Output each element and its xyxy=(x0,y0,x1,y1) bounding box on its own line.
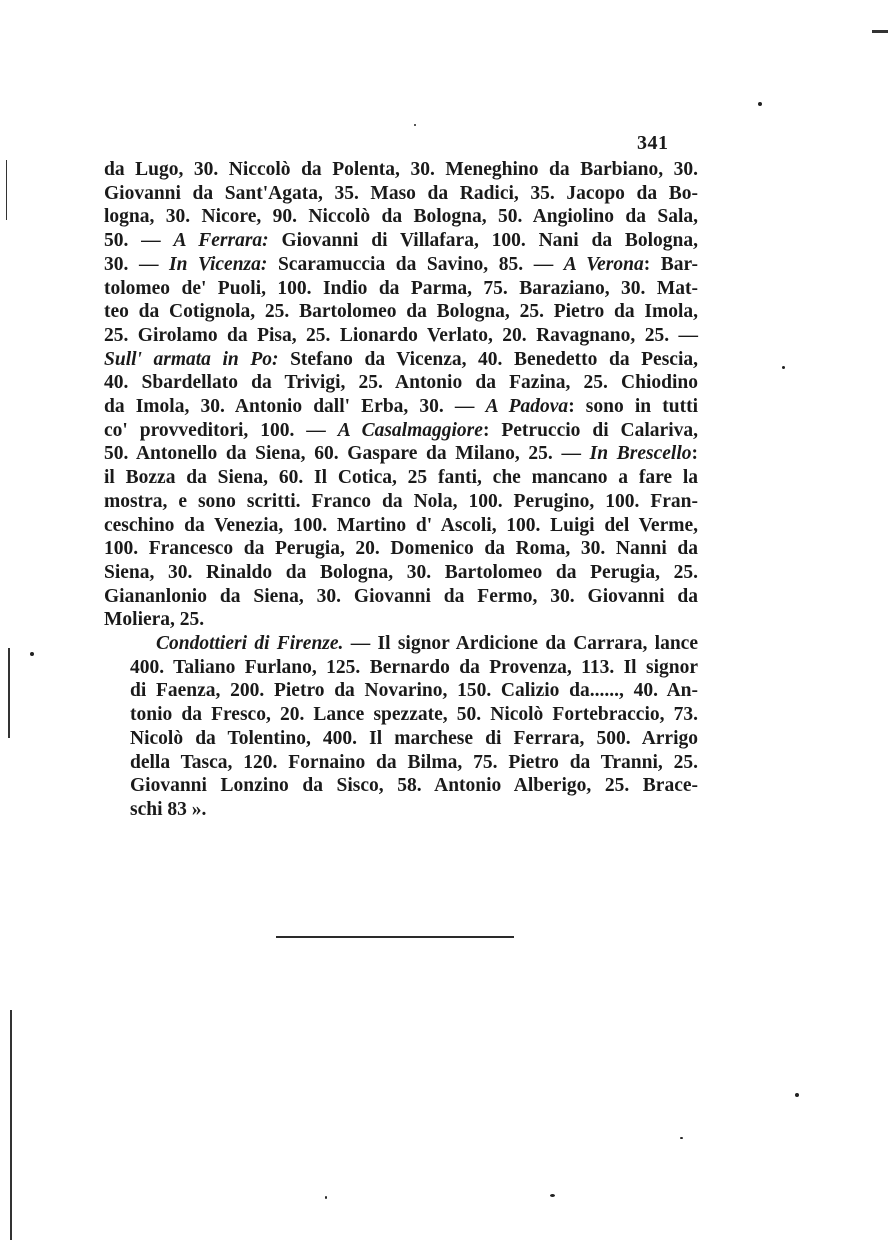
text-run: tonio da Fresco, 20. Lance spezzate, 50. Nicolò Fortebraccio, 73. xyxy=(130,704,698,726)
text-line xyxy=(104,679,698,703)
text-line xyxy=(104,751,698,775)
text-run: Giovanni da Sant'Agata, 35. Maso da Radici, 35. Jacopo da Bo- xyxy=(104,182,698,204)
scan-speck xyxy=(325,1196,327,1199)
text-line xyxy=(104,182,698,206)
text-line xyxy=(104,371,698,395)
text-line xyxy=(104,253,698,277)
text-run: Scaramuccia da Savino, 85. — xyxy=(267,253,564,275)
text-run: da Lugo, 30. Niccolò da Polenta, 30. Meneghino da Barbiano, 30. xyxy=(104,159,698,180)
text-run: 50. — xyxy=(104,230,174,252)
italic-heading: Sull' armata in Po: xyxy=(104,348,279,370)
text-run: teo da Cotignola, 25. Bartolomeo da Bologna, 25. Pietro da Imola, xyxy=(104,301,698,323)
text-line xyxy=(104,632,698,656)
text-run: di Faenza, 200. Pietro da Novarino, 150. Calizio da......, 40. An- xyxy=(130,680,698,702)
text-run: : sono in tutti xyxy=(568,396,698,418)
text-run: 50. Antonello da Siena, 60. Gaspare da Milano, 25. — xyxy=(104,443,590,465)
scan-speck xyxy=(414,124,416,126)
scan-edge-mark xyxy=(872,30,888,33)
text-run: ceschino da Venezia, 100. Martino d' Ascoli, 100. Luigi del Verme, xyxy=(104,514,698,536)
text-line xyxy=(104,324,698,348)
text-run: Nicolò da Tolentino, 400. Il marchese di Ferrara, 500. Arrigo xyxy=(130,727,698,749)
paragraph xyxy=(104,158,698,632)
text-line xyxy=(104,466,698,490)
text-line xyxy=(104,585,698,609)
text-run: — Il signor Ardicione da Carrara, lance xyxy=(343,633,698,655)
scan-edge-mark xyxy=(10,1010,12,1240)
text-run: : Bar- xyxy=(643,253,698,275)
scan-speck xyxy=(758,102,762,106)
text-run: Giovanni di Villafara, 100. Nani da Bologna, xyxy=(268,230,699,252)
text-run: 100. Francesco da Perugia, 20. Domenico da Roma, 30. Nanni da xyxy=(104,538,698,560)
text-line xyxy=(104,490,698,514)
scan-speck xyxy=(30,652,34,656)
text-line xyxy=(104,608,698,632)
text-line xyxy=(104,395,698,419)
text-run: 25. Girolamo da Pisa, 25. Lionardo Verlato, 20. Ravagnano, 25. — xyxy=(104,324,698,346)
text-run: mostra, e sono scritti. Franco da Nola, 100. Perugino, 100. Fran- xyxy=(104,490,698,512)
italic-heading: A Ferrara: xyxy=(173,230,269,252)
text-run: il Bozza da Siena, 60. Il Cotica, 25 fanti, che mancano a fare la xyxy=(104,467,698,489)
italic-heading: In Vicenza: xyxy=(169,253,268,275)
scan-speck xyxy=(680,1137,683,1139)
text-run: logna, 30. Nicore, 90. Niccolò da Bologna, 50. Angiolino da Sala, xyxy=(104,206,698,228)
italic-heading: Condottieri di Firenze. xyxy=(156,633,344,655)
text-line xyxy=(104,158,698,182)
text-line xyxy=(104,348,698,372)
text-line xyxy=(104,419,698,443)
text-run: Stefano da Vicenza, 40. Benedetto da Pescia, xyxy=(278,348,698,370)
paragraph xyxy=(104,632,698,822)
text-run: Siena, 30. Rinaldo da Bologna, 30. Bartolomeo da Perugia, 25. xyxy=(104,561,698,583)
text-run: : xyxy=(691,443,698,465)
text-run: : Petruccio di Calariva, xyxy=(482,419,698,441)
text-run: 400. Taliano Furlano, 125. Bernardo da Provenza, 113. Il signor xyxy=(130,656,698,678)
text-line xyxy=(104,703,698,727)
text-run: della Tasca, 120. Fornaino da Bilma, 75. Pietro da Tranni, 25. xyxy=(130,751,698,773)
text-line xyxy=(104,205,698,229)
text-run: da Imola, 30. Antonio dall' Erba, 30. — xyxy=(104,396,486,418)
text-line xyxy=(104,442,698,466)
text-line xyxy=(104,561,698,585)
text-run: 30. — xyxy=(104,253,170,275)
text-line xyxy=(104,774,698,798)
italic-heading: In Brescello xyxy=(589,443,692,465)
text-line xyxy=(104,229,698,253)
text-line xyxy=(104,277,698,301)
italic-heading: A Padova xyxy=(485,396,569,418)
scan-speck xyxy=(550,1194,555,1197)
italic-heading: A Verona xyxy=(563,253,644,275)
italic-heading: A Casalmaggiore xyxy=(337,419,483,441)
text-line xyxy=(104,727,698,751)
text-run: tolomeo de' Puoli, 100. Indio da Parma, 75. Baraziano, 30. Mat- xyxy=(104,277,698,299)
text-line xyxy=(104,798,698,822)
section-divider-rule xyxy=(276,936,514,938)
text-line xyxy=(104,300,698,324)
text-run: co' provveditori, 100. — xyxy=(104,419,338,441)
scan-edge-mark xyxy=(8,648,10,738)
scan-edge-mark xyxy=(6,160,7,220)
body-text xyxy=(104,158,698,822)
scan-speck xyxy=(795,1093,799,1097)
text-line xyxy=(104,514,698,538)
text-run: schi 83 ». xyxy=(130,798,207,820)
text-run: 40. Sbardellato da Trivigi, 25. Antonio da Fazina, 25. Chiodino xyxy=(104,372,698,394)
text-line xyxy=(104,537,698,561)
page-number: 341 xyxy=(637,132,669,154)
text-run: Giovanni Lonzino da Sisco, 58. Antonio Alberigo, 25. Brace- xyxy=(130,775,698,797)
text-run: Moliera, 25. xyxy=(104,609,205,631)
text-line xyxy=(104,656,698,680)
text-run: Giananlonio da Siena, 30. Giovanni da Fermo, 30. Giovanni da xyxy=(104,585,698,607)
scan-speck xyxy=(782,366,785,369)
